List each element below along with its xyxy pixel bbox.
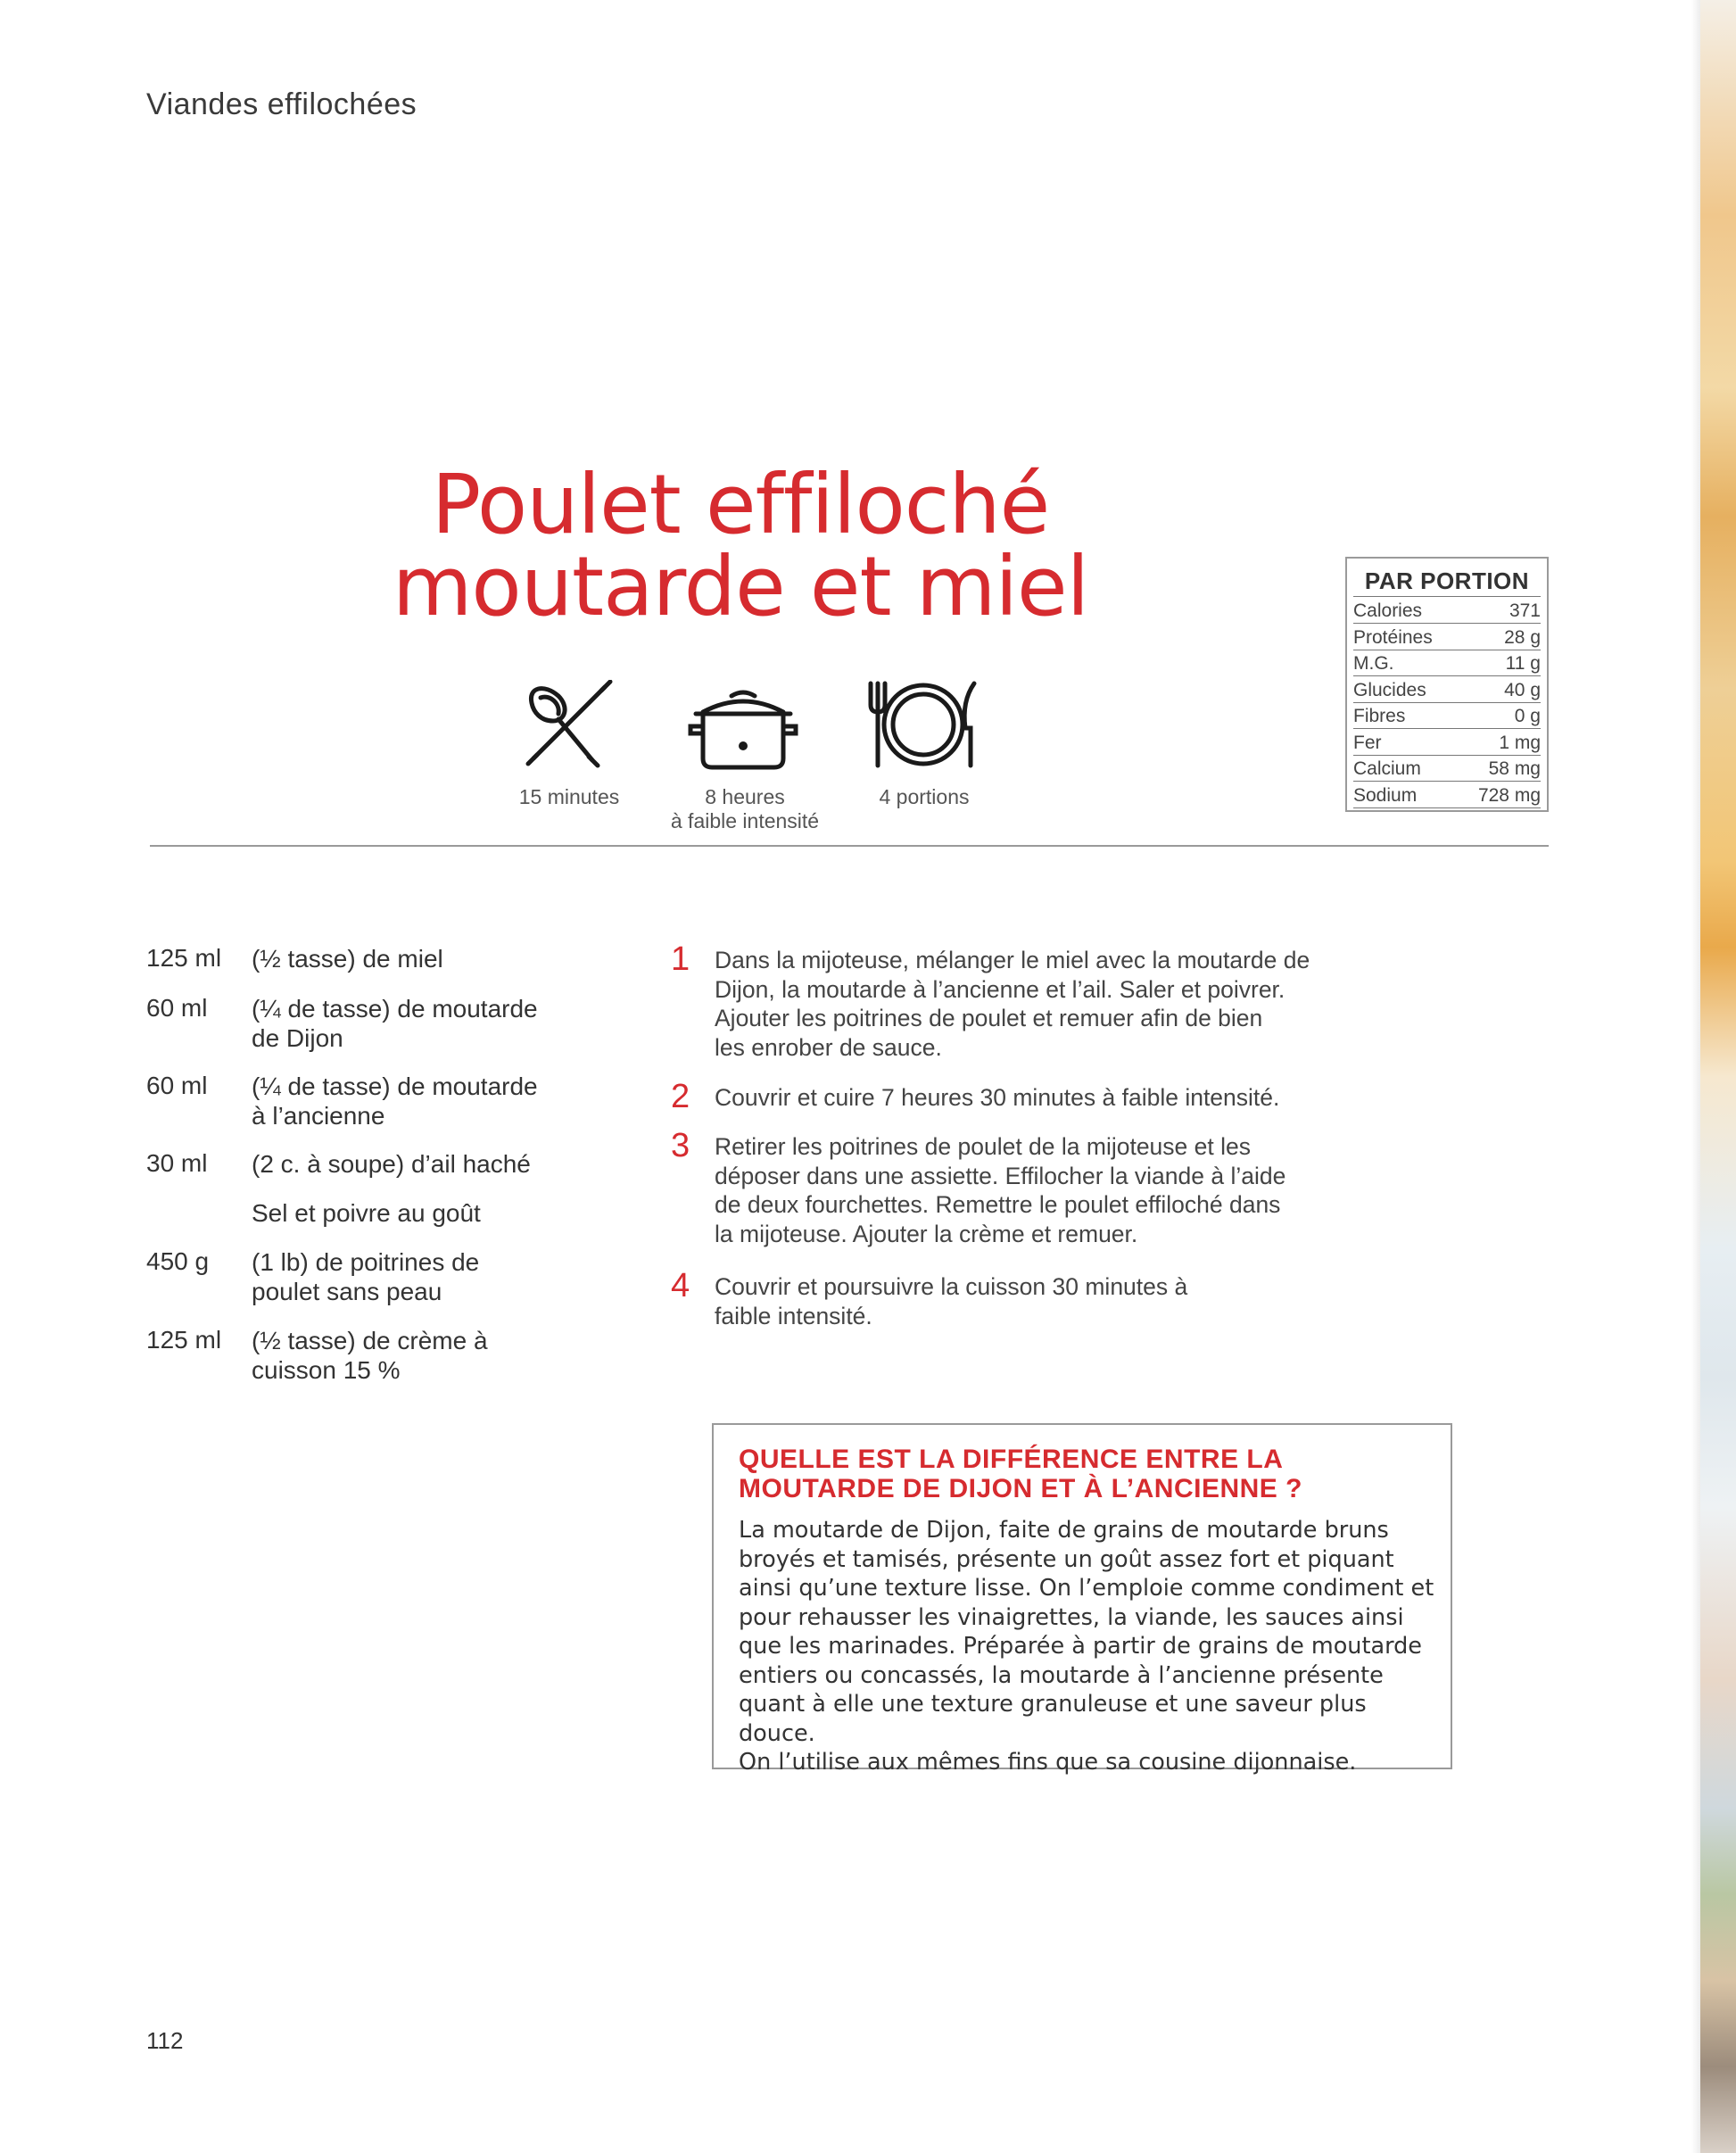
nutrition-row	[1353, 650, 1541, 676]
nutrition-label: Sodium	[1353, 784, 1418, 806]
step-number: 3	[671, 1127, 690, 1164]
step-text	[715, 1083, 1339, 1113]
nutrition-row	[1353, 756, 1541, 782]
tip-line: que les marinades. Préparée à partir de grains de moutarde	[739, 1633, 1422, 1660]
ingredient-line: (¼ de tasse) de moutarde	[252, 995, 538, 1023]
nutrition-value: 28 g	[1504, 626, 1541, 648]
ingredient-text	[252, 1072, 591, 1130]
food-photo-edge	[1700, 0, 1736, 2153]
ingredient-qty: 450 g	[146, 1247, 210, 1275]
page-number: 112	[146, 2027, 184, 2054]
recipe-title-line1: Poulet effiloché	[431, 457, 1050, 552]
tip-title	[739, 1445, 1434, 1503]
step-line: déposer dans une assiette. Effilocher la viande à l’aide	[715, 1162, 1286, 1189]
nutrition-value: 11 g	[1505, 653, 1541, 674]
ingredient-text	[252, 1247, 591, 1306]
ingredient-line: à l’ancienne	[252, 1102, 385, 1130]
nutrition-label: Calories	[1353, 600, 1423, 621]
ingredient-text	[252, 1149, 591, 1179]
cook-time-line1: 8 heures	[705, 785, 785, 808]
tip-line: La moutarde de Dijon, faite de grains de moutarde bruns	[739, 1517, 1389, 1544]
tip-box	[712, 1423, 1452, 1776]
nutrition-label: M.G.	[1353, 653, 1394, 674]
step-line: de deux fourchettes. Remettre le poulet effiloché dans	[715, 1191, 1281, 1218]
tip-line: entiers ou concassés, la moutarde à l’ancienne présente	[739, 1661, 1384, 1689]
nutrition-row	[1353, 783, 1541, 808]
nutrition-value: 0 g	[1514, 706, 1541, 726]
servings-label: 4 portions	[879, 785, 970, 808]
step-number: 2	[671, 1078, 690, 1115]
slow-cooker-icon	[687, 687, 799, 773]
ingredient-line: (½ tasse) de crème à	[252, 1327, 488, 1354]
nutrition-divider	[1353, 596, 1541, 597]
ingredient-text	[252, 1326, 591, 1385]
nutrition-row	[1353, 598, 1541, 624]
ingredient-line: Sel et poivre au goût	[252, 1199, 481, 1227]
step-line: les enrober de sauce.	[715, 1033, 942, 1061]
tip-title-line: MOUTARDE DE DIJON ET À L’ANCIENNE ?	[739, 1474, 1302, 1503]
ingredient-qty: 60 ml	[146, 994, 208, 1022]
ingredient-line: cuisson 15 %	[252, 1356, 401, 1384]
step-line: la mijoteuse. Ajouter la crème et remuer.	[715, 1220, 1138, 1247]
ingredient-line: (2 c. à soupe) d’ail haché	[252, 1150, 531, 1178]
tip-line: broyés et tamisés, présente un goût assez fort et piquant	[739, 1545, 1394, 1573]
whisk-rolling-pin-icon	[523, 680, 616, 769]
prep-time-label: 15 minutes	[518, 785, 620, 808]
tip-line: pour rehausser les vinaigrettes, la viande, les sauces ainsi	[739, 1603, 1404, 1631]
tip-body	[739, 1516, 1443, 1777]
ingredient-line: poulet sans peau	[252, 1278, 442, 1305]
nutrition-value: 1 mg	[1499, 732, 1541, 753]
nutrition-value: 58 mg	[1488, 758, 1541, 779]
step-text	[715, 946, 1339, 1062]
step-number: 4	[671, 1267, 690, 1304]
header-divider	[150, 845, 1549, 847]
tip-line: quant à elle une texture granuleuse et une saveur plus douce.	[739, 1691, 1367, 1747]
ingredient-qty: 60 ml	[146, 1072, 208, 1099]
step-text	[715, 1132, 1339, 1248]
ingredient-line: de Dijon	[252, 1024, 343, 1052]
step-line: Retirer les poitrines de poulet de la mijoteuse et les	[715, 1133, 1251, 1160]
nutrition-row	[1353, 703, 1541, 729]
step-line: faible intensité.	[715, 1302, 872, 1329]
nutrition-label: Protéines	[1353, 626, 1433, 648]
ingredient-text	[252, 1198, 591, 1228]
nutrition-value: 728 mg	[1477, 784, 1541, 806]
step-line: Dijon, la moutarde à l’ancienne et l’ail. Saler et poivrer.	[715, 975, 1285, 1003]
ingredient-line: (¼ de tasse) de moutarde	[252, 1072, 538, 1100]
step-line: Dans la mijoteuse, mélanger le miel avec la moutarde de	[715, 947, 1310, 973]
recipe-title	[339, 457, 1142, 634]
nutrition-row	[1353, 730, 1541, 756]
nutrition-box	[1345, 557, 1549, 812]
tip-line: On l’utilise aux mêmes fins que sa cousine dijonnaise.	[739, 1749, 1357, 1776]
recipe-title-line2: moutarde et miel	[392, 539, 1089, 634]
step-line: Ajouter les poitrines de poulet et remuer afin de bien	[715, 1005, 1263, 1031]
ingredient-text	[252, 994, 591, 1053]
step-line: Couvrir et cuire 7 heures 30 minutes à faible intensité.	[715, 1084, 1280, 1111]
tip-title-line: QUELLE EST LA DIFFÉRENCE ENTRE LA	[739, 1445, 1284, 1474]
tip-line: ainsi qu’une texture lisse. On l’emploie comme condiment et	[739, 1575, 1434, 1602]
nutrition-title: PAR PORTION	[1364, 567, 1530, 594]
nutrition-label: Fibres	[1353, 706, 1406, 726]
cook-time-line2: à faible intensité	[670, 809, 820, 832]
ingredient-line: (1 lb) de poitrines de	[252, 1248, 480, 1276]
step-line: Couvrir et poursuivre la cuisson 30 minutes à	[715, 1273, 1188, 1300]
cook-time-label	[651, 785, 839, 833]
nutrition-value: 371	[1509, 600, 1541, 621]
ingredient-qty: 30 ml	[146, 1149, 208, 1177]
nutrition-label: Calcium	[1353, 758, 1421, 779]
ingredient-qty: 125 ml	[146, 1326, 222, 1354]
ingredient-qty: 125 ml	[146, 944, 222, 972]
nutrition-label: Fer	[1353, 732, 1382, 753]
step-number: 1	[671, 940, 690, 978]
plate-fork-knife-icon	[865, 680, 981, 769]
ingredient-text	[252, 944, 591, 973]
section-header: Viandes effilochées	[146, 87, 417, 121]
nutrition-row	[1353, 625, 1541, 650]
ingredient-line: (½ tasse) de miel	[252, 945, 443, 973]
step-text	[715, 1272, 1339, 1330]
nutrition-value: 40 g	[1504, 679, 1541, 700]
nutrition-label: Glucides	[1353, 679, 1426, 700]
nutrition-row	[1353, 677, 1541, 703]
